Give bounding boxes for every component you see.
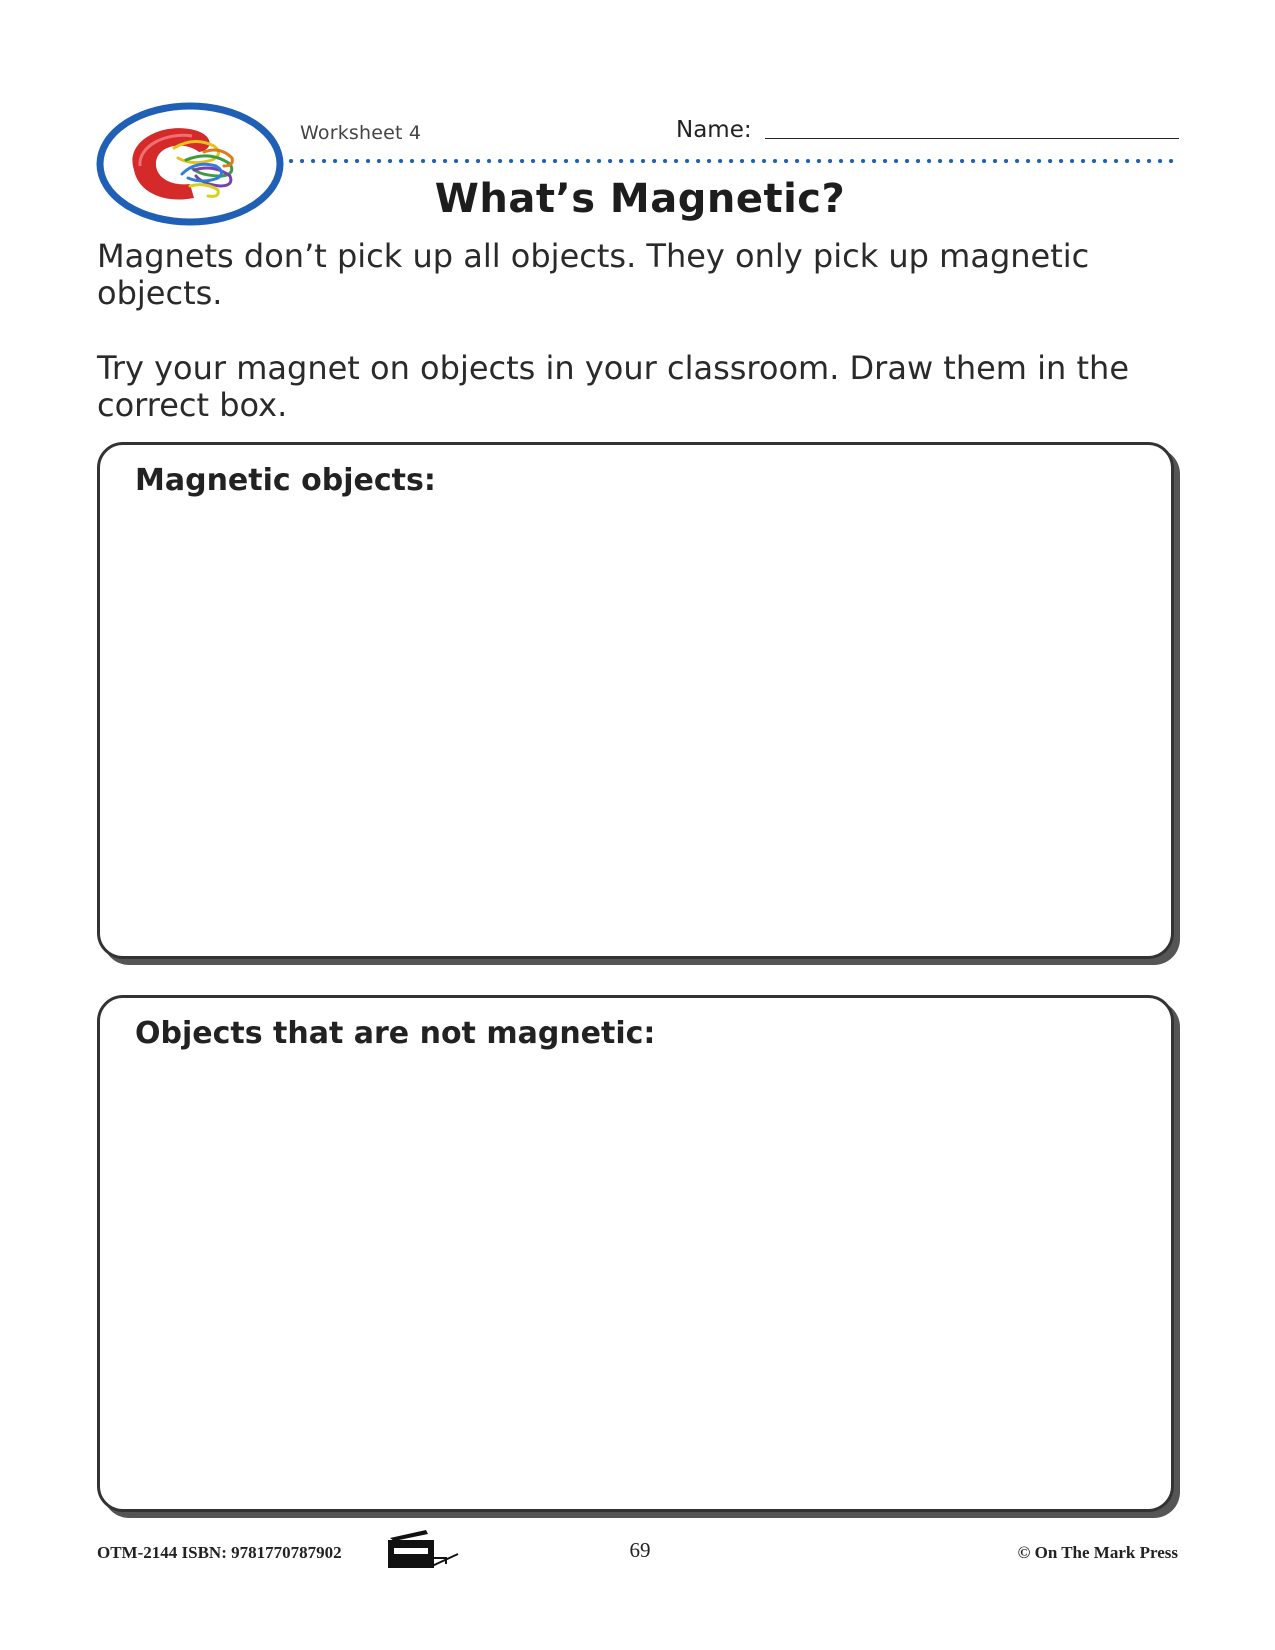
magnet-logo-icon [94, 100, 286, 228]
worksheet-label: Worksheet 4 [300, 122, 422, 144]
not-magnetic-objects-box[interactable] [97, 995, 1174, 1512]
not-magnetic-objects-title: Objects that are not magnetic: [135, 1016, 656, 1051]
name-label: Name: [676, 117, 752, 143]
dotted-divider [288, 158, 1182, 164]
name-write-line[interactable] [765, 138, 1179, 139]
footer-copyright: © On The Mark Press [1017, 1543, 1178, 1562]
copier-icon [386, 1528, 460, 1570]
page-title: What’s Magnetic? [434, 176, 846, 222]
footer-code-isbn: OTM-2144 ISBN: 9781770787902 [97, 1543, 342, 1562]
instruction-paragraph-2: Try your magnet on objects in your classroom. Draw them in the correct box. [97, 349, 1129, 424]
instruction-paragraph-1: Magnets don’t pick up all objects. They only pick up magnetic objects. [97, 237, 1090, 312]
magnetic-objects-box[interactable] [97, 442, 1174, 959]
magnetic-objects-title: Magnetic objects: [135, 463, 436, 498]
page-number: 69 [629, 1538, 651, 1562]
